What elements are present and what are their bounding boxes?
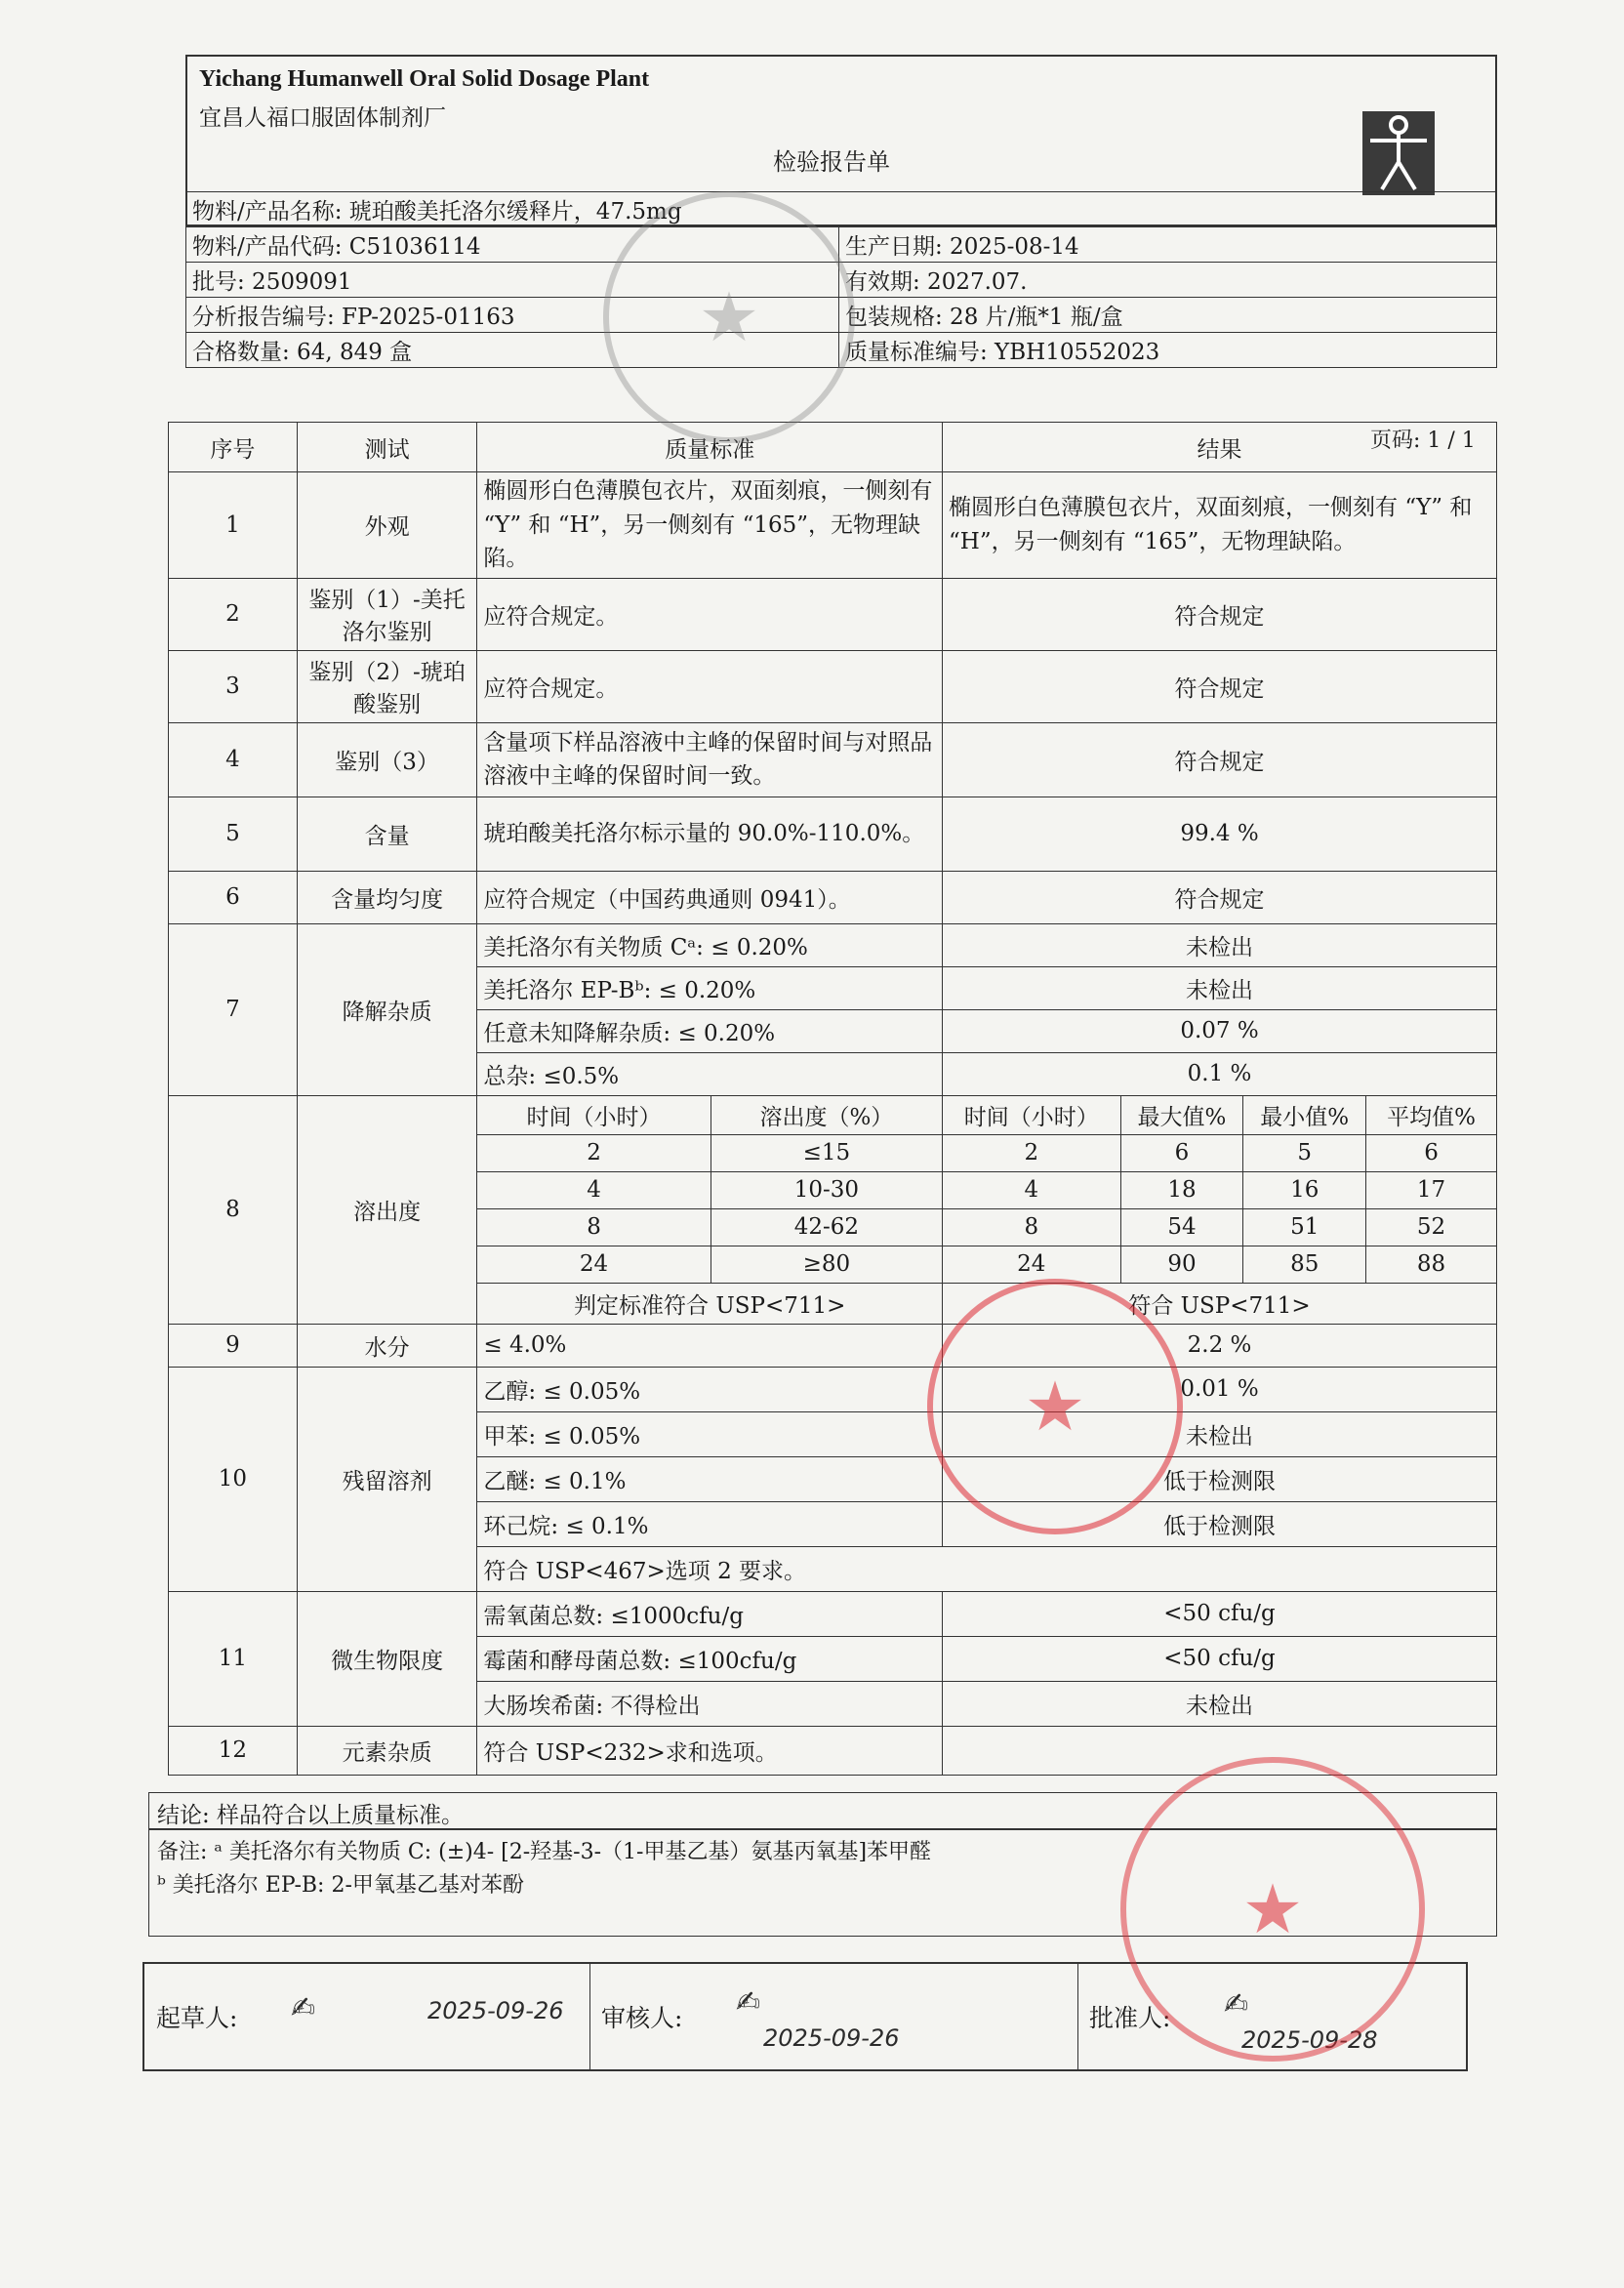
test-name: 微生物限度 [297,1591,477,1726]
approver-date: 2025-09-28 [1241,2026,1378,2054]
header-standard: 质量标准 [477,423,943,472]
table-row [169,871,1497,923]
table-row [169,797,1497,871]
grey-seal-stamp [603,191,855,443]
result-text: 未检出 [943,1681,1497,1726]
reviewer-label: 审核人: [601,2004,683,2032]
table-row [169,578,1497,650]
dissolution-spec: ≥80 [710,1246,942,1283]
result-text: 0.1 % [943,1052,1497,1095]
conclusion: 结论: 样品符合以上质量标准。 [148,1792,1497,1829]
standard-text: 需氧菌总数: ≤1000cfu/g [477,1591,943,1636]
table-row [169,1367,1497,1411]
qualified-qty: 合格数量: 64, 849 盒 [186,333,839,368]
test-name: 鉴别（3） [297,722,477,797]
standard-text: 美托洛尔 EP-Bᵇ: ≤ 0.20% [477,966,943,1009]
standard-text: 琥珀酸美托洛尔标示量的 90.0%-110.0%。 [477,797,943,871]
reviewer-date: 2025-09-26 [763,2024,900,2052]
footnote-b: ᵇ 美托洛尔 EP-B: 2-甲氧基乙基对苯酚 [157,1873,524,1899]
result-max: 54 [1120,1208,1243,1246]
row-number: 9 [169,1324,298,1367]
standard-text: 应符合规定。 [477,650,943,722]
row-number: 2 [169,578,298,650]
dissolution-spec: ≤15 [710,1134,942,1171]
star-icon: ★ [1024,1367,1086,1447]
test-name: 溶出度 [297,1095,477,1324]
row-number: 7 [169,923,298,1095]
standard-text: 含量项下样品溶液中主峰的保留时间与对照品溶液中主峰的保留时间一致。 [477,722,943,797]
result-text: 低于检测限 [943,1501,1497,1546]
standard-text: 符合 USP<232>求和选项。 [477,1726,943,1775]
result-text: 符合规定 [943,722,1497,797]
result-text: 低于检测限 [943,1456,1497,1501]
drafter-label: 起草人: [156,2004,238,2032]
batch-number: 批号: 2509091 [186,263,839,298]
result-min: 85 [1243,1246,1366,1283]
test-name: 外观 [297,472,477,579]
test-name: 鉴别（2）-琥珀酸鉴别 [297,650,477,722]
product-name: 物料/产品名称: 琥珀酸美托洛尔缓释片，47.5mg [186,192,1497,227]
header-no: 序号 [169,423,298,472]
header-test: 测试 [297,423,477,472]
dissolution-time: 24 [477,1246,710,1283]
approver-signature: ✍ [1224,1987,1249,2022]
test-name: 降解杂质 [297,923,477,1095]
result-text: <50 cfu/g [943,1636,1497,1681]
reviewer-signature: ✍ [736,1985,761,2020]
row-number: 6 [169,871,298,923]
standard-text: 乙醚: ≤ 0.1% [477,1456,943,1501]
table-row [169,1095,1497,1134]
result-text: 未检出 [943,1411,1497,1456]
company-name-en: Yichang Humanwell Oral Solid Dosage Plant [199,66,650,92]
row-number: 8 [169,1095,298,1324]
test-name: 含量 [297,797,477,871]
result-time: 8 [943,1208,1121,1246]
result-text: 未检出 [943,923,1497,966]
result-text: 2.2 % [943,1324,1497,1367]
star-icon: ★ [1241,1869,1304,1949]
standard-text: 大肠埃希菌: 不得检出 [477,1681,943,1726]
result-avg: 6 [1366,1134,1497,1171]
result-max: 6 [1120,1134,1243,1171]
result-max: 18 [1120,1171,1243,1208]
standard-text: 美托洛尔有关物质 Cᵃ: ≤ 0.20% [477,923,943,966]
standard-text: ≤ 4.0% [477,1324,943,1367]
company-name-cn: 宜昌人福口服固体制剂厂 [199,105,446,131]
result-text: 0.01 % [943,1367,1497,1411]
dissolution-time: 4 [477,1171,710,1208]
result-text: 未检出 [943,966,1497,1009]
standard-text: 任意未知降解杂质: ≤ 0.20% [477,1009,943,1052]
dissolution-time: 2 [477,1134,710,1171]
dissolution-spec: 10-30 [710,1171,942,1208]
reviewer-cell [589,1964,1078,2069]
standard-text: 应符合规定。 [477,578,943,650]
row-number: 3 [169,650,298,722]
drafter-date: 2025-09-26 [427,1997,564,2024]
standard-text: 乙醇: ≤ 0.05% [477,1367,943,1411]
footnote-a: 备注: ᵃ 美托洛尔有关物质 C: (±)4- [2-羟基-3-（1-甲基乙基）氨基丙氧基]苯甲醛 [157,1840,932,1864]
test-name: 水分 [297,1324,477,1367]
test-name: 鉴别（1）-美托洛尔鉴别 [297,578,477,650]
table-row [169,1591,1497,1636]
result-avg: 52 [1366,1208,1497,1246]
table-row [169,722,1497,797]
result-text: 椭圆形白色薄膜包衣片，双面刻痕，一侧刻有 “Y” 和 “H”，另一侧刻有 “165”，无物理缺陷。 [943,472,1497,579]
standard-text: 甲苯: ≤ 0.05% [477,1411,943,1456]
result-max: 90 [1120,1246,1243,1283]
standard-text: 应符合规定（中国药典通则 0941）。 [477,871,943,923]
result-time-header: 时间（小时） [943,1095,1121,1134]
result-text: 符合规定 [943,578,1497,650]
row-number: 10 [169,1367,298,1591]
dissolution-time-header: 时间（小时） [477,1095,710,1134]
page-number: 页码: 1 / 1 [1370,429,1476,453]
standard-text: 椭圆形白色薄膜包衣片，双面刻痕，一侧刻有 “Y” 和 “H”，另一侧刻有 “165”，无物理缺陷。 [477,472,943,579]
drafter-cell [144,1964,590,2069]
result-time: 24 [943,1246,1121,1283]
standard-text: 总杂: ≤0.5% [477,1052,943,1095]
standard-text: 环己烷: ≤ 0.1% [477,1501,943,1546]
test-name: 元素杂质 [297,1726,477,1775]
table-row [169,1324,1497,1367]
result-max-header: 最大值% [1120,1095,1243,1134]
dissolution-spec-header: 溶出度（%） [710,1095,942,1134]
report-number: 分析报告编号: FP-2025-01163 [186,298,839,333]
dissolution-time: 8 [477,1208,710,1246]
mfg-date: 生产日期: 2025-08-14 [839,227,1497,263]
dissolution-spec: 42-62 [710,1208,942,1246]
standard-text: 霉菌和酵母菌总数: ≤100cfu/g [477,1636,943,1681]
header-result: 结果 [943,423,1497,472]
drafter-signature: ✍ [291,1991,316,2025]
result-text: 0.07 % [943,1009,1497,1052]
star-icon: ★ [698,277,760,357]
approver-label: 批准人: [1089,2004,1171,2032]
red-seal-stamp [1120,1757,1425,2062]
test-name: 残留溶剂 [297,1367,477,1591]
row-number: 1 [169,472,298,579]
table-row [169,923,1497,966]
row-number: 11 [169,1591,298,1726]
table-row [169,650,1497,722]
row-number: 12 [169,1726,298,1775]
row-number: 5 [169,797,298,871]
company-logo-icon [1362,111,1435,195]
standard-text: 符合 USP<467>选项 2 要求。 [477,1546,1497,1591]
result-min: 51 [1243,1208,1366,1246]
table-row [169,472,1497,579]
standard-number: 质量标准编号: YBH10552023 [839,333,1497,368]
test-results-table [168,422,1497,1776]
product-code: 物料/产品代码: C51036114 [186,227,839,263]
result-time: 4 [943,1171,1121,1208]
result-avg-header: 平均值% [1366,1095,1497,1134]
dissolution-criterion-result: 符合 USP<711> [943,1283,1497,1324]
pack-spec: 包装规格: 28 片/瓶*1 瓶/盒 [839,298,1497,333]
result-avg: 88 [1366,1246,1497,1283]
dissolution-criterion: 判定标准符合 USP<711> [477,1283,943,1324]
result-avg: 17 [1366,1171,1497,1208]
result-time: 2 [943,1134,1121,1171]
result-min: 16 [1243,1171,1366,1208]
row-number: 4 [169,722,298,797]
document-title: 检验报告单 [773,148,890,176]
result-min: 5 [1243,1134,1366,1171]
result-text: <50 cfu/g [943,1591,1497,1636]
red-seal-stamp [927,1279,1183,1534]
test-name: 含量均匀度 [297,871,477,923]
result-text: 符合规定 [943,871,1497,923]
expiry-date: 有效期: 2027.07. [839,263,1497,298]
result-text: 99.4 % [943,797,1497,871]
result-min-header: 最小值% [1243,1095,1366,1134]
result-text: 符合规定 [943,650,1497,722]
